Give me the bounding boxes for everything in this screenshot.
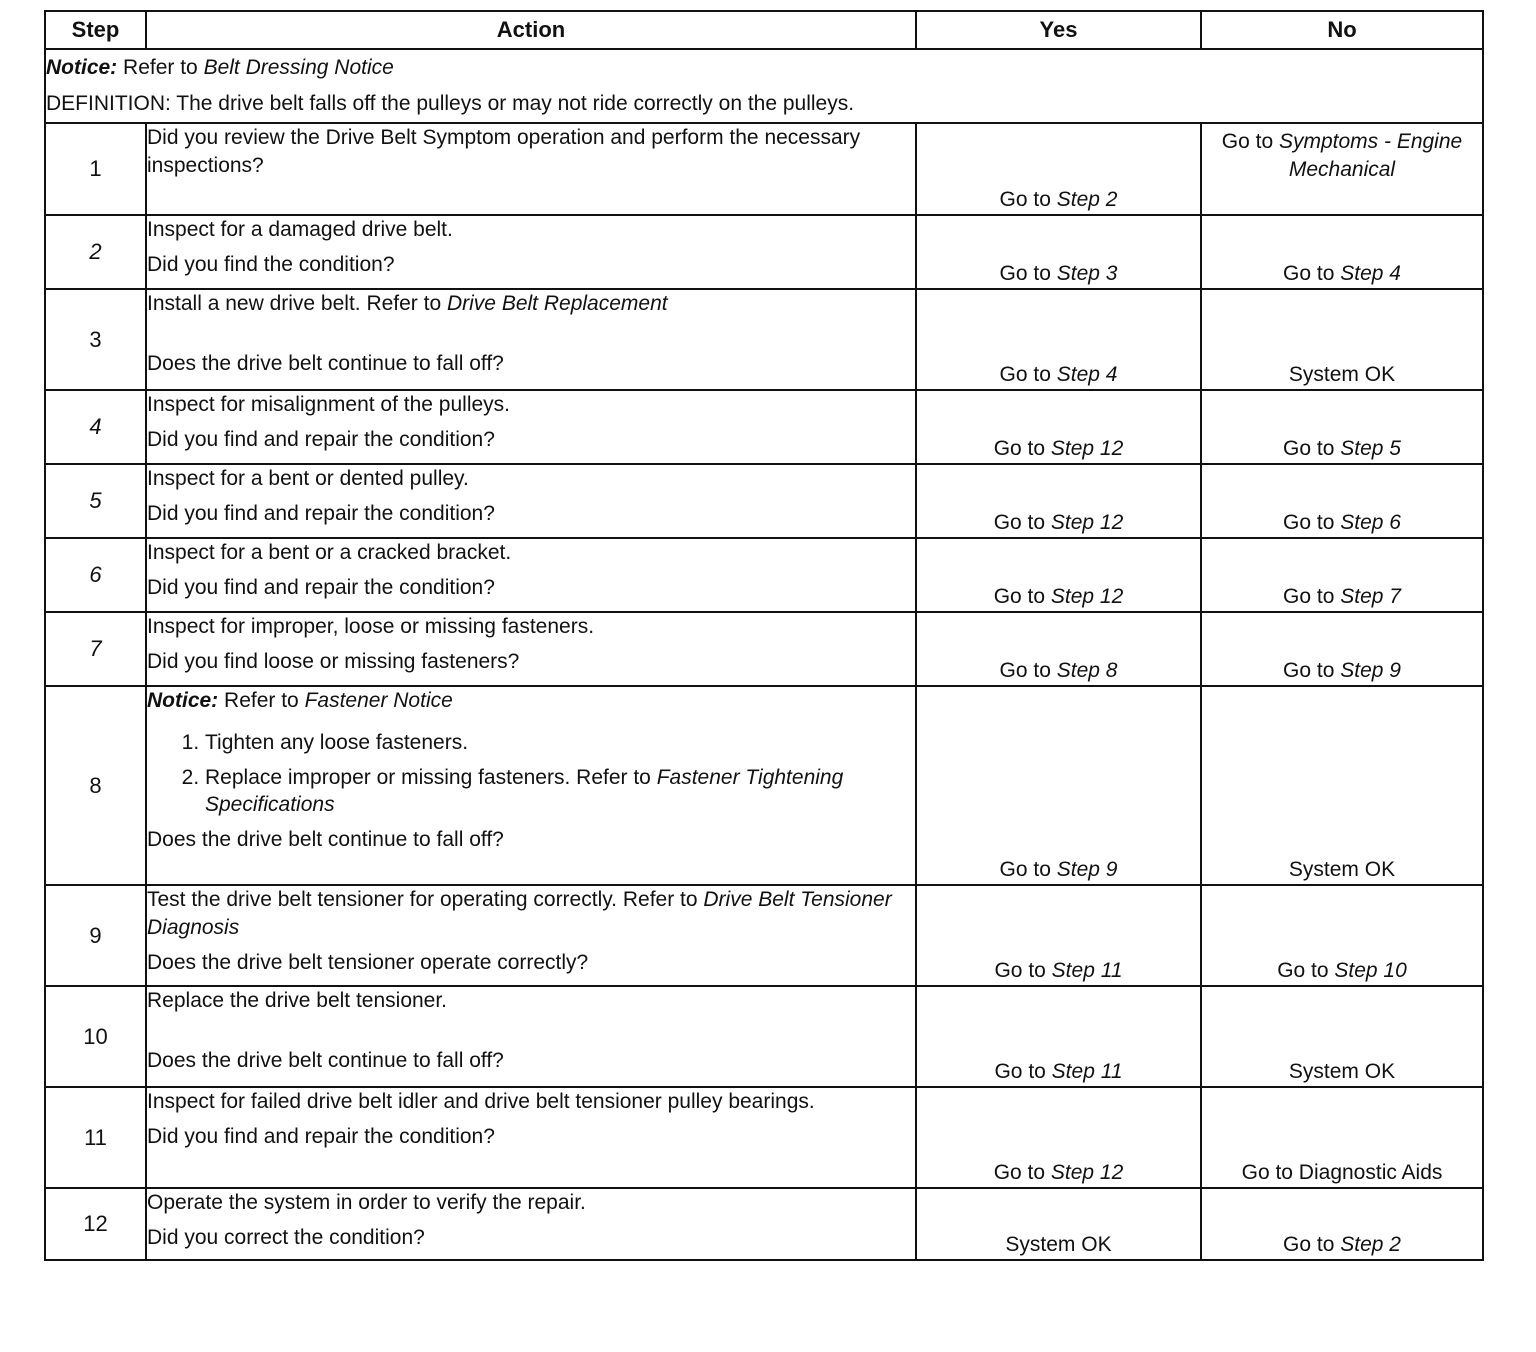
substep-link: Fastener Tightening Specifications xyxy=(205,766,844,816)
table-row xyxy=(45,215,1483,289)
yes-cell xyxy=(916,464,1201,538)
action-cell xyxy=(146,123,916,215)
notice-link: Belt Dressing Notice xyxy=(203,56,394,79)
yes-link: Step 2 xyxy=(1056,188,1118,211)
table-row xyxy=(45,464,1483,538)
step-number: 1 xyxy=(45,123,146,215)
table-row xyxy=(45,123,1483,215)
question-text: Does the drive belt continue to fall off? xyxy=(147,828,504,851)
table-row xyxy=(45,885,1483,986)
step-number: 4 xyxy=(45,390,146,464)
step-number: 10 xyxy=(45,986,146,1087)
notice-cell xyxy=(45,49,1483,123)
no-cell xyxy=(1201,612,1483,686)
spacer xyxy=(147,318,915,350)
notice-label: Notice: xyxy=(46,56,118,79)
yes-prefix: Go to xyxy=(993,437,1051,460)
yes-prefix: Go to xyxy=(993,1161,1051,1184)
no-prefix: Go to xyxy=(1283,262,1341,285)
no-cell: Go to Diagnostic Aids xyxy=(1201,1087,1483,1188)
table-row xyxy=(45,612,1483,686)
yes-cell xyxy=(916,1087,1201,1188)
notice-label: Notice: xyxy=(147,689,219,712)
notice-text: Refer to xyxy=(218,689,305,712)
no-prefix: Go to xyxy=(1283,511,1341,534)
no-link: Step 4 xyxy=(1340,262,1401,285)
table-row xyxy=(45,986,1483,1087)
no-cell xyxy=(1201,1188,1483,1260)
no-prefix: Go to xyxy=(1283,437,1341,460)
yes-prefix: Go to xyxy=(999,262,1057,285)
diagnostic-table xyxy=(44,10,1484,1261)
no-cell xyxy=(1201,464,1483,538)
action-text: Inspect for improper, loose or missing fasteners. xyxy=(147,615,595,638)
action-text: Inspect for failed drive belt idler and drive belt tensioner pulley bearings. xyxy=(147,1090,815,1113)
question-text: Did you find and repair the condition? xyxy=(147,502,495,525)
substep-text: Replace improper or missing fasteners. Refer to xyxy=(205,766,657,789)
no-link: Step 2 xyxy=(1340,1233,1401,1256)
action-text: Inspect for a bent or dented pulley. xyxy=(147,467,469,490)
yes-prefix: Go to xyxy=(993,585,1051,608)
question-text: Does the drive belt continue to fall off? xyxy=(147,1049,504,1072)
step-number: 8 xyxy=(45,686,146,885)
yes-prefix: Go to xyxy=(994,959,1052,982)
no-cell xyxy=(1201,215,1483,289)
action-cell xyxy=(146,289,916,390)
yes-prefix: Go to xyxy=(993,511,1051,534)
action-cell xyxy=(146,464,916,538)
action-cell xyxy=(146,538,916,612)
action-text: Operate the system in order to verify the repair. xyxy=(147,1191,586,1214)
action-cell xyxy=(146,1188,916,1260)
yes-link: Step 11 xyxy=(1051,1060,1123,1083)
yes-link: Step 4 xyxy=(1056,363,1118,386)
notice-text: Refer to xyxy=(117,56,204,79)
table-row xyxy=(45,390,1483,464)
no-cell xyxy=(1201,885,1483,986)
yes-cell xyxy=(916,538,1201,612)
yes-link: Step 8 xyxy=(1056,659,1118,682)
action-prefix: Test the drive belt tensioner for operating correctly. Refer to xyxy=(147,888,704,911)
action-text xyxy=(147,886,915,942)
yes-link: Step 12 xyxy=(1050,437,1124,460)
action-text: Inspect for misalignment of the pulleys. xyxy=(147,393,511,416)
yes-prefix: Go to xyxy=(999,858,1057,881)
question-text: Does the drive belt continue to fall off? xyxy=(147,352,504,375)
header-step: Step xyxy=(45,11,146,49)
action-text: Inspect for a damaged drive belt. xyxy=(147,218,453,241)
yes-cell: System OK xyxy=(916,1188,1201,1260)
no-cell: System OK xyxy=(1201,686,1483,885)
no-link: Step 9 xyxy=(1340,659,1401,682)
yes-cell xyxy=(916,885,1201,986)
yes-link: Step 9 xyxy=(1056,858,1118,881)
no-link: Step 10 xyxy=(1334,959,1407,982)
action-cell xyxy=(146,612,916,686)
table-row xyxy=(45,289,1483,390)
action-cell xyxy=(146,390,916,464)
header-yes: Yes xyxy=(916,11,1201,49)
question-text: Did you find and repair the condition? xyxy=(147,1125,495,1148)
question-text: Did you correct the condition? xyxy=(147,1226,425,1249)
action-text: Did you review the Drive Belt Symptom operation and perform the necessary inspections? xyxy=(147,126,861,177)
question-text: Did you find the condition? xyxy=(147,253,395,276)
no-prefix: Go to xyxy=(1283,585,1341,608)
action-link: Drive Belt Tensioner Diagnosis xyxy=(147,888,892,939)
notice-line xyxy=(46,50,1482,86)
substep-item: 1. Tighten any loose fasteners. xyxy=(205,729,915,756)
header-action: Action xyxy=(146,11,916,49)
step-number: 9 xyxy=(45,885,146,986)
header-row xyxy=(45,11,1483,49)
no-prefix: Go to xyxy=(1277,959,1335,982)
notice-row xyxy=(45,49,1483,123)
table-row xyxy=(45,538,1483,612)
yes-prefix: Go to xyxy=(999,188,1057,211)
no-cell xyxy=(1201,390,1483,464)
yes-cell xyxy=(916,215,1201,289)
header-no: No xyxy=(1201,11,1483,49)
table-row xyxy=(45,1087,1483,1188)
yes-cell xyxy=(916,686,1201,885)
spacer xyxy=(147,1015,915,1047)
no-prefix: Go to xyxy=(1283,1233,1341,1256)
notice-link: Fastener Notice xyxy=(304,689,453,712)
no-prefix: Go to xyxy=(1283,659,1341,682)
no-link: Symptoms - Engine Mechanical xyxy=(1278,130,1463,181)
action-cell xyxy=(146,885,916,986)
action-text: Inspect for a bent or a cracked bracket. xyxy=(147,541,512,564)
no-cell: System OK xyxy=(1201,289,1483,390)
action-cell xyxy=(146,986,916,1087)
definition-line: DEFINITION: The drive belt falls off the pulleys or may not ride correctly on the pulleys. xyxy=(46,92,855,115)
yes-prefix: Go to xyxy=(994,1060,1052,1083)
yes-prefix: Go to xyxy=(999,659,1057,682)
yes-cell xyxy=(916,986,1201,1087)
step-number: 12 xyxy=(45,1188,146,1260)
question-text: Does the drive belt tensioner operate correctly? xyxy=(147,951,589,974)
action-cell xyxy=(146,215,916,289)
yes-link: Step 11 xyxy=(1051,959,1123,982)
step-number: 11 xyxy=(45,1087,146,1188)
no-link: Step 7 xyxy=(1340,585,1401,608)
question-text: Did you find loose or missing fasteners? xyxy=(147,650,520,673)
yes-cell xyxy=(916,289,1201,390)
yes-prefix: Go to xyxy=(999,363,1057,386)
notice-line xyxy=(147,687,915,715)
substep-list xyxy=(147,729,915,818)
question-text: Did you find and repair the condition? xyxy=(147,576,495,599)
action-text xyxy=(147,290,915,318)
action-cell xyxy=(146,686,916,885)
no-link: Step 5 xyxy=(1340,437,1401,460)
yes-link: Step 12 xyxy=(1050,1161,1124,1184)
yes-cell xyxy=(916,123,1201,215)
action-text: Replace the drive belt tensioner. xyxy=(147,989,448,1012)
step-number: 7 xyxy=(45,612,146,686)
substep-item xyxy=(205,764,915,818)
table-row xyxy=(45,1188,1483,1260)
no-cell xyxy=(1201,538,1483,612)
yes-link: Step 3 xyxy=(1056,262,1118,285)
yes-cell xyxy=(916,612,1201,686)
action-prefix: Install a new drive belt. Refer to xyxy=(147,292,447,315)
yes-cell xyxy=(916,390,1201,464)
yes-link: Step 12 xyxy=(1050,585,1124,608)
no-link: Step 6 xyxy=(1340,511,1401,534)
step-number: 2 xyxy=(45,215,146,289)
table-row xyxy=(45,686,1483,885)
no-cell: System OK xyxy=(1201,986,1483,1087)
no-cell xyxy=(1201,123,1483,215)
step-number: 5 xyxy=(45,464,146,538)
action-link: Drive Belt Replacement xyxy=(446,292,668,315)
no-prefix: Go to xyxy=(1221,130,1279,153)
question-text: Did you find and repair the condition? xyxy=(147,428,495,451)
step-number: 6 xyxy=(45,538,146,612)
step-number: 3 xyxy=(45,289,146,390)
yes-link: Step 12 xyxy=(1050,511,1124,534)
action-cell xyxy=(146,1087,916,1188)
